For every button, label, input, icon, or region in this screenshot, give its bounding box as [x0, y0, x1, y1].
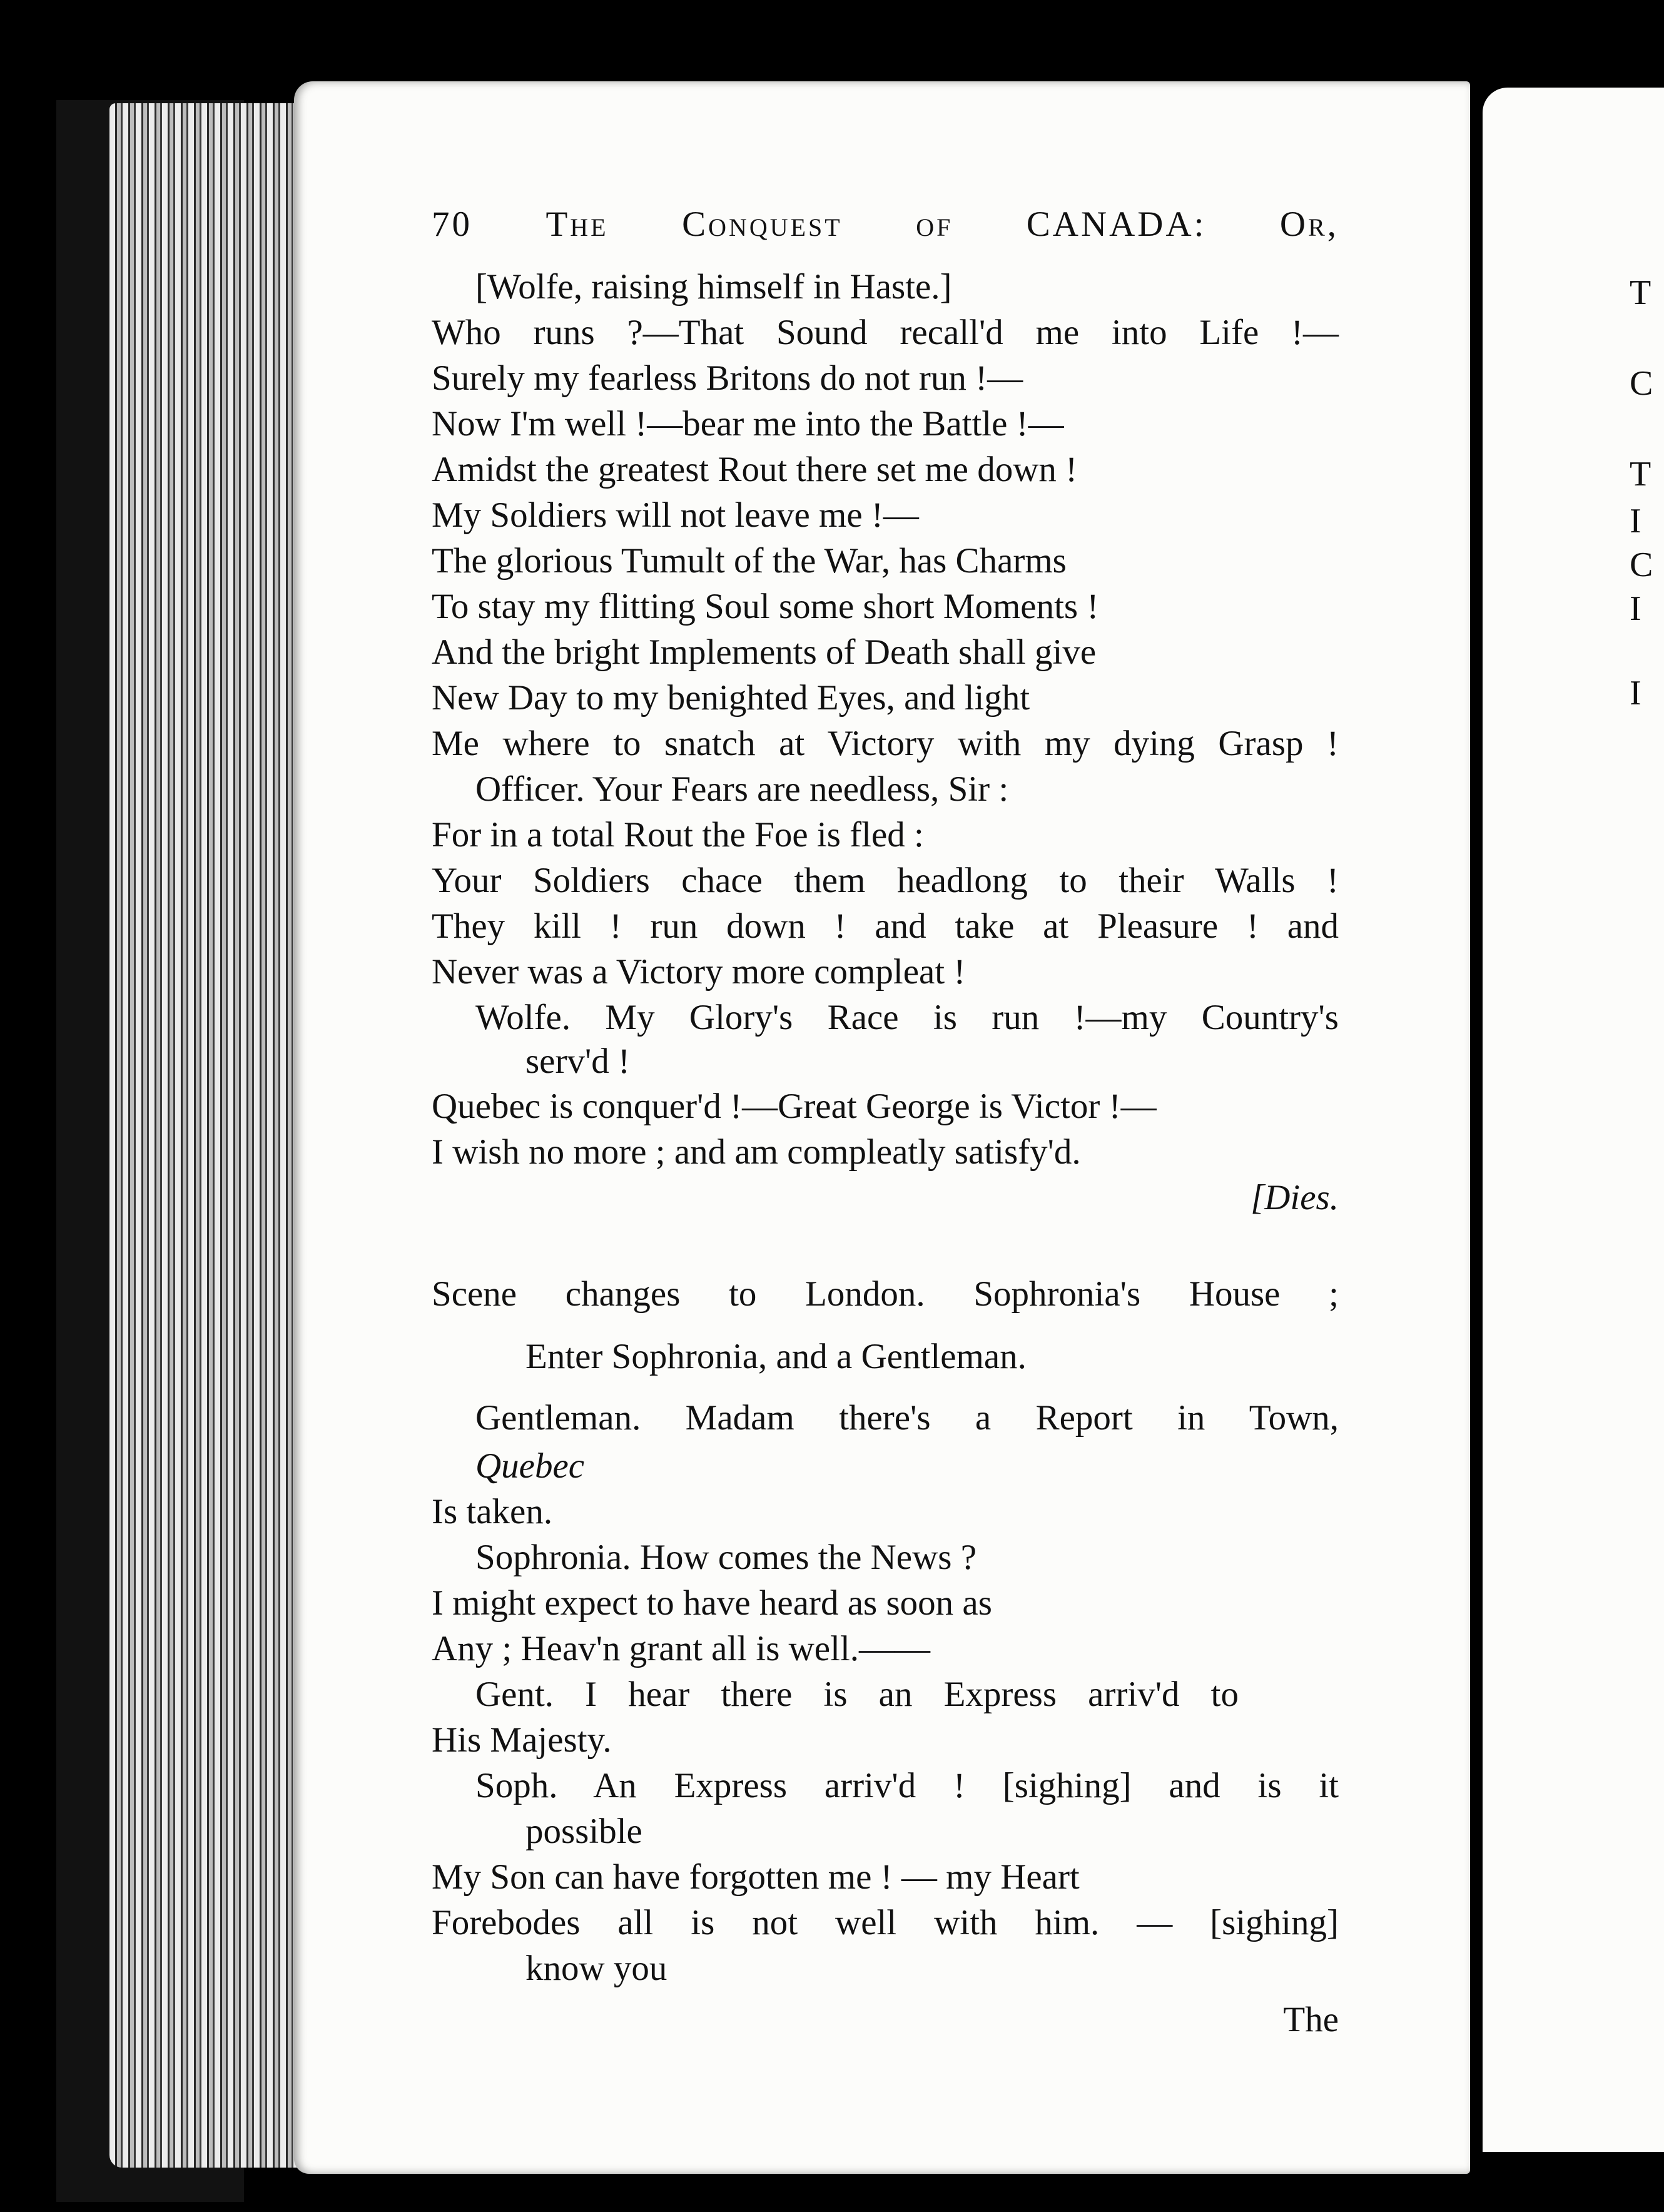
speech-line: Officer. Your Fears are needless, Sir :	[475, 769, 1009, 809]
facing-page-letter: I	[1630, 589, 1641, 628]
verse-line: I wish no more ; and am compleatly satisfy'd.	[432, 1132, 1081, 1172]
page-fore-edge	[109, 103, 310, 2168]
scene-heading: Scene changes to London. Sophronia's House ;	[432, 1274, 1339, 1314]
verse-line: possible	[525, 1812, 642, 1851]
catchword: The	[1283, 2000, 1339, 2039]
verse-line: My Soldiers will not leave me !—	[432, 495, 919, 535]
verse-line: Your Soldiers chace them headlong to their Walls !	[432, 861, 1339, 900]
speech-line: Gent. I hear there is an Express arriv'd to	[475, 1675, 1239, 1714]
verse-line: Forebodes all is not well with him. — [sighing]	[432, 1903, 1339, 1942]
verse-line: Amidst the greatest Rout there set me down !	[432, 450, 1078, 489]
verse-line: Never was a Victory more compleat !	[432, 952, 966, 992]
facing-page-letter: T	[1630, 273, 1651, 312]
verse-line: New Day to my benighted Eyes, and light	[432, 678, 1030, 718]
verse-line: For in a total Rout the Foe is fled :	[432, 815, 924, 855]
facing-page-letter: C	[1630, 364, 1653, 403]
facing-page-letter: C	[1630, 545, 1653, 584]
stage-direction: [Dies.	[1251, 1178, 1339, 1217]
verse-line: Is taken.	[432, 1492, 553, 1531]
page-number: 70	[432, 205, 472, 244]
verse-line: Quebec	[475, 1446, 585, 1486]
facing-page-letter: I	[1630, 502, 1641, 540]
verse-line: To stay my flitting Soul some short Moments !	[432, 587, 1099, 626]
speech-line: Gentleman. Madam there's a Report in Town,	[475, 1398, 1339, 1438]
stage-direction: [Wolfe, raising himself in Haste.]	[475, 267, 952, 307]
facing-page-letter: T	[1630, 455, 1651, 494]
facing-page-letter: I	[1630, 674, 1641, 713]
verse-line: Who runs ?—That Sound recall'd me into Life !—	[432, 313, 1339, 352]
verse-line: His Majesty.	[432, 1720, 612, 1760]
verse-line: know you	[525, 1949, 667, 1988]
speech-line: Soph. An Express arriv'd ! [sighing] and is it	[475, 1766, 1339, 1805]
verse-line: serv'd !	[525, 1042, 630, 1081]
speech-line: Sophronia. How comes the News ?	[475, 1538, 977, 1577]
stage-direction: Enter Sophronia, and a Gentleman.	[525, 1337, 1027, 1376]
running-header	[432, 206, 1339, 242]
verse-line: Any ; Heav'n grant all is well.——	[432, 1629, 931, 1668]
verse-line: They kill ! run down ! and take at Pleasure ! and	[432, 906, 1339, 946]
verse-line: Me where to snatch at Victory with my dying Grasp !	[432, 724, 1339, 763]
verse-line: I might expect to have heard as soon as	[432, 1583, 992, 1623]
verse-line: Surely my fearless Britons do not run !—	[432, 358, 1023, 398]
header-title: The Conquest of CANADA: Or,	[545, 205, 1339, 244]
verse-line: And the bright Implements of Death shall give	[432, 632, 1097, 672]
verse-line: The glorious Tumult of the War, has Charms	[432, 541, 1067, 581]
verse-line: Now I'm well !—bear me into the Battle !—	[432, 404, 1064, 444]
verse-line: Quebec is conquer'd !—Great George is Victor !—	[432, 1087, 1157, 1126]
speech-line: Wolfe. My Glory's Race is run !—my Country's	[475, 998, 1339, 1037]
verse-line: My Son can have forgotten me ! — my Heart	[432, 1857, 1080, 1897]
